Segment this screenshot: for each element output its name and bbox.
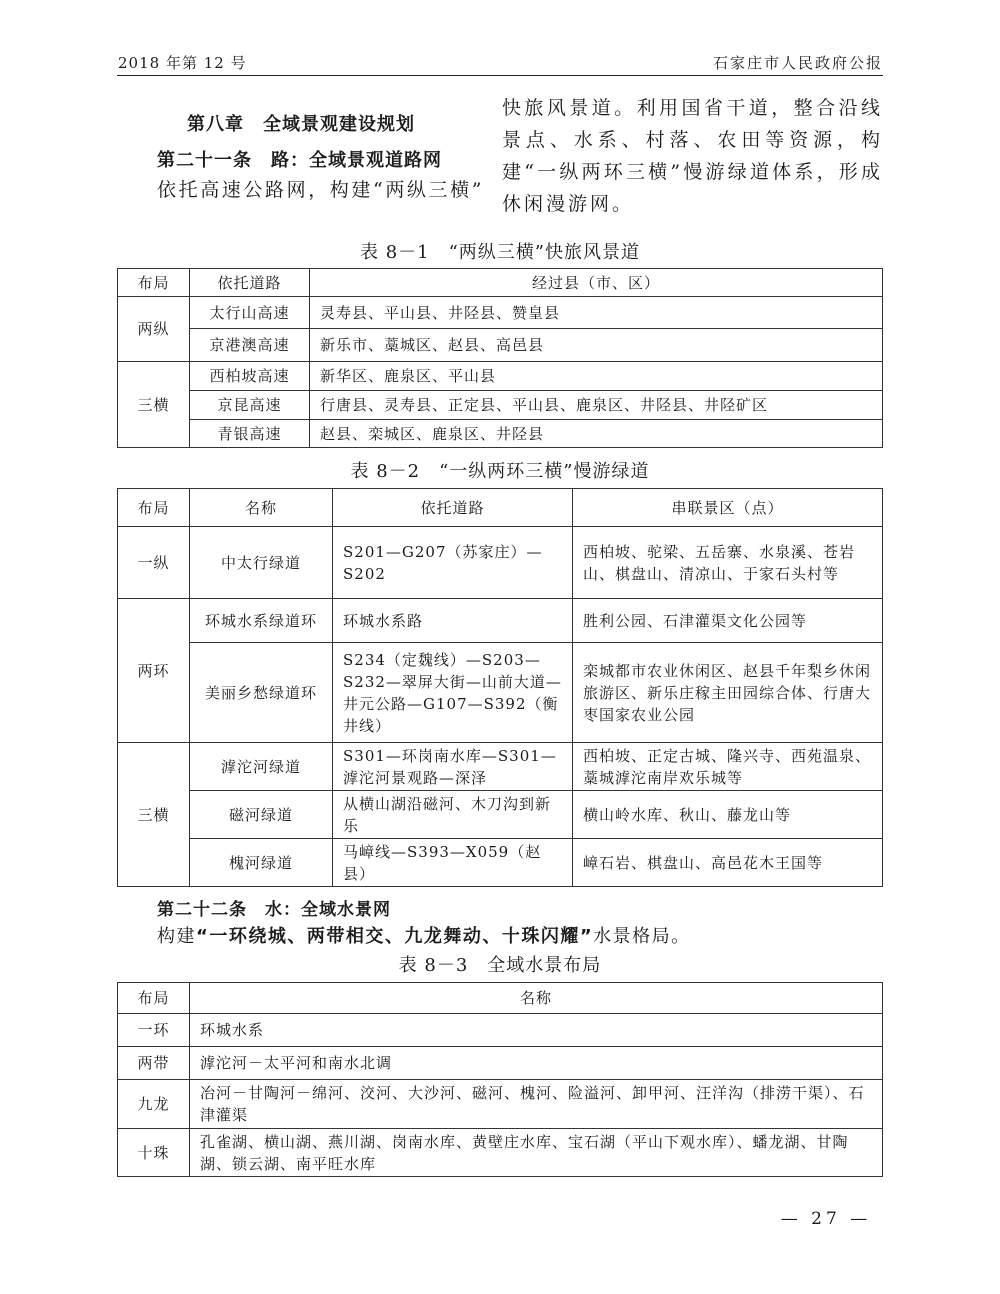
article22-title: 第二十二条 水：全域水景网 (157, 900, 391, 920)
intro-columns (117, 92, 883, 215)
table1-header-cell: 经过县（市、区） (310, 269, 883, 297)
road-cell: 太行山高速 (190, 297, 310, 329)
counties-cell: 灵寿县、平山县、井陉县、赞皇县 (310, 297, 883, 329)
counties-cell: 赵县、栾城区、鹿泉区、井陉县 (310, 420, 883, 448)
water-name-cell: 滹沱河－太平河和南水北调 (190, 1047, 883, 1080)
road-cell: 青银高速 (190, 420, 310, 448)
table3-header-cell: 布局 (118, 983, 190, 1014)
table3-header-cell: 名称 (190, 983, 883, 1014)
counties-cell: 行唐县、灵寿县、正定县、平山县、鹿泉区、井陉县、井陉矿区 (310, 391, 883, 420)
issue-label: 2018 年第 12 号 (118, 54, 247, 72)
article21-body-right: 快旅风景道。利用国省干道，整合沿线景点、水系、村落、农田等资源，构建“一纵两环三横”慢游绿道体系，形成休闲漫游网。 (502, 97, 883, 215)
table2-header-cell: 布局 (118, 489, 190, 527)
chapter-title: 第八章 全域景观建设规划 (187, 114, 415, 135)
water-name-cell: 冶河－甘陶河－绵河、洨河、大沙河、磁河、槐河、险溢河、卸甲河、汪洋沟（排涝干渠）、石津灌渠 (190, 1080, 883, 1129)
table-row (118, 297, 883, 329)
table1-header-row (118, 269, 883, 297)
intro-right-column (502, 92, 883, 220)
table-row (118, 420, 883, 448)
greenway-name-cell: 美丽乡愁绿道环 (190, 643, 333, 743)
layout-cell: 两环 (118, 599, 190, 743)
table3-caption: 表 8－3 全域水景布局 (398, 955, 602, 976)
intro-left-column (117, 92, 485, 206)
table-row (118, 329, 883, 362)
article21-title: 第二十一条 路：全域景观道路网 (157, 150, 442, 171)
spots-cell: 横山岭水库、秋山、藤龙山等 (573, 791, 883, 839)
spots-cell: 胜利公园、石津灌渠文化公园等 (573, 599, 883, 643)
road-cell: 环城水系路 (333, 599, 573, 643)
header-rule (117, 75, 883, 76)
article22-body-suffix: 水景格局。 (593, 926, 691, 947)
road-cell: S301—环岗南水库—S301—滹沱河景观路—深泽 (333, 743, 573, 791)
greenway-name-cell: 环城水系绿道环 (190, 599, 333, 643)
layout-cell: 一环 (118, 1014, 190, 1047)
table2-caption: 表 8－2 “一纵两环三横”慢游绿道 (350, 461, 650, 482)
table-row (118, 1047, 883, 1080)
article22-body-bold: “一环绕城、两带相交、九龙舞动、十珠闪耀” (196, 926, 594, 947)
table2-header-row (118, 489, 883, 527)
water-name-cell: 孔雀湖、横山湖、燕川湖、岗南水库、黄壁庄水库、宝石湖（平山下观水库）、蟠龙湖、甘陶湖、锁云湖、南平旺水库 (190, 1129, 883, 1177)
table-row (118, 391, 883, 420)
article22-body (157, 922, 691, 948)
spots-cell: 西柏坡、正定古城、隆兴寺、西苑温泉、藁城滹沱南岸欢乐城等 (573, 743, 883, 791)
table2 (117, 488, 883, 887)
table-row (118, 1080, 883, 1129)
table3-header-row (118, 983, 883, 1014)
counties-cell: 新乐市、藁城区、赵县、高邑县 (310, 329, 883, 362)
table-row (118, 791, 883, 839)
table1-header-cell: 布局 (118, 269, 190, 297)
layout-cell: 一纵 (118, 527, 190, 599)
table-row (118, 362, 883, 391)
article21-body-left: 依托高速公路网，构建“两纵三横” (157, 179, 485, 201)
layout-cell: 两带 (118, 1047, 190, 1080)
table2-header-cell: 名称 (190, 489, 333, 527)
table-row (118, 599, 883, 643)
road-cell: S201—G207（苏家庄）—S202 (333, 527, 573, 599)
greenway-name-cell: 中太行绿道 (190, 527, 333, 599)
greenway-name-cell: 滹沱河绿道 (190, 743, 333, 791)
layout-cell: 九龙 (118, 1080, 190, 1129)
road-cell: 从横山湖沿磁河、木刀沟到新乐 (333, 791, 573, 839)
spots-cell: 西柏坡、驼梁、五岳寨、水泉溪、苍岩山、棋盘山、清凉山、于家石头村等 (573, 527, 883, 599)
road-cell: S234（定魏线）—S203—S232—翠屏大街—山前大道—井元公路—G107—S392（衡井线） (333, 643, 573, 743)
spots-cell: 栾城都市农业休闲区、赵县千年梨乡休闲旅游区、新乐庄稼主田园综合体、行唐大枣国家农业公园 (573, 643, 883, 743)
road-cell: 西柏坡高速 (190, 362, 310, 391)
layout-cell: 三横 (118, 743, 190, 887)
table1-caption: 表 8－1 “两纵三横”快旅风景道 (359, 242, 641, 263)
table1 (117, 268, 883, 448)
water-name-cell: 环城水系 (190, 1014, 883, 1047)
counties-cell: 新华区、鹿泉区、平山县 (310, 362, 883, 391)
table1-header-cell: 依托道路 (190, 269, 310, 297)
publication-title: 石家庄市人民政府公报 (712, 54, 883, 72)
table-row (118, 1014, 883, 1047)
table2-header-cell: 串联景区（点） (573, 489, 883, 527)
road-cell: 马嶂线—S393—X059（赵县） (333, 839, 573, 887)
table2-header-cell: 依托道路 (333, 489, 573, 527)
layout-cell: 三横 (118, 362, 190, 448)
table-row (118, 527, 883, 599)
road-cell: 京港澳高速 (190, 329, 310, 362)
table-row (118, 743, 883, 791)
layout-cell: 十珠 (118, 1129, 190, 1177)
layout-cell: 两纵 (118, 297, 190, 362)
greenway-name-cell: 槐河绿道 (190, 839, 333, 887)
table3 (117, 982, 883, 1177)
spots-cell: 嶂石岩、棋盘山、高邑花木王国等 (573, 839, 883, 887)
table-row (118, 643, 883, 743)
road-cell: 京昆高速 (190, 391, 310, 420)
article22-body-prefix: 构建 (157, 926, 196, 947)
page-number: — 27 — (780, 1209, 872, 1229)
table-row (118, 839, 883, 887)
greenway-name-cell: 磁河绿道 (190, 791, 333, 839)
table-row (118, 1129, 883, 1177)
